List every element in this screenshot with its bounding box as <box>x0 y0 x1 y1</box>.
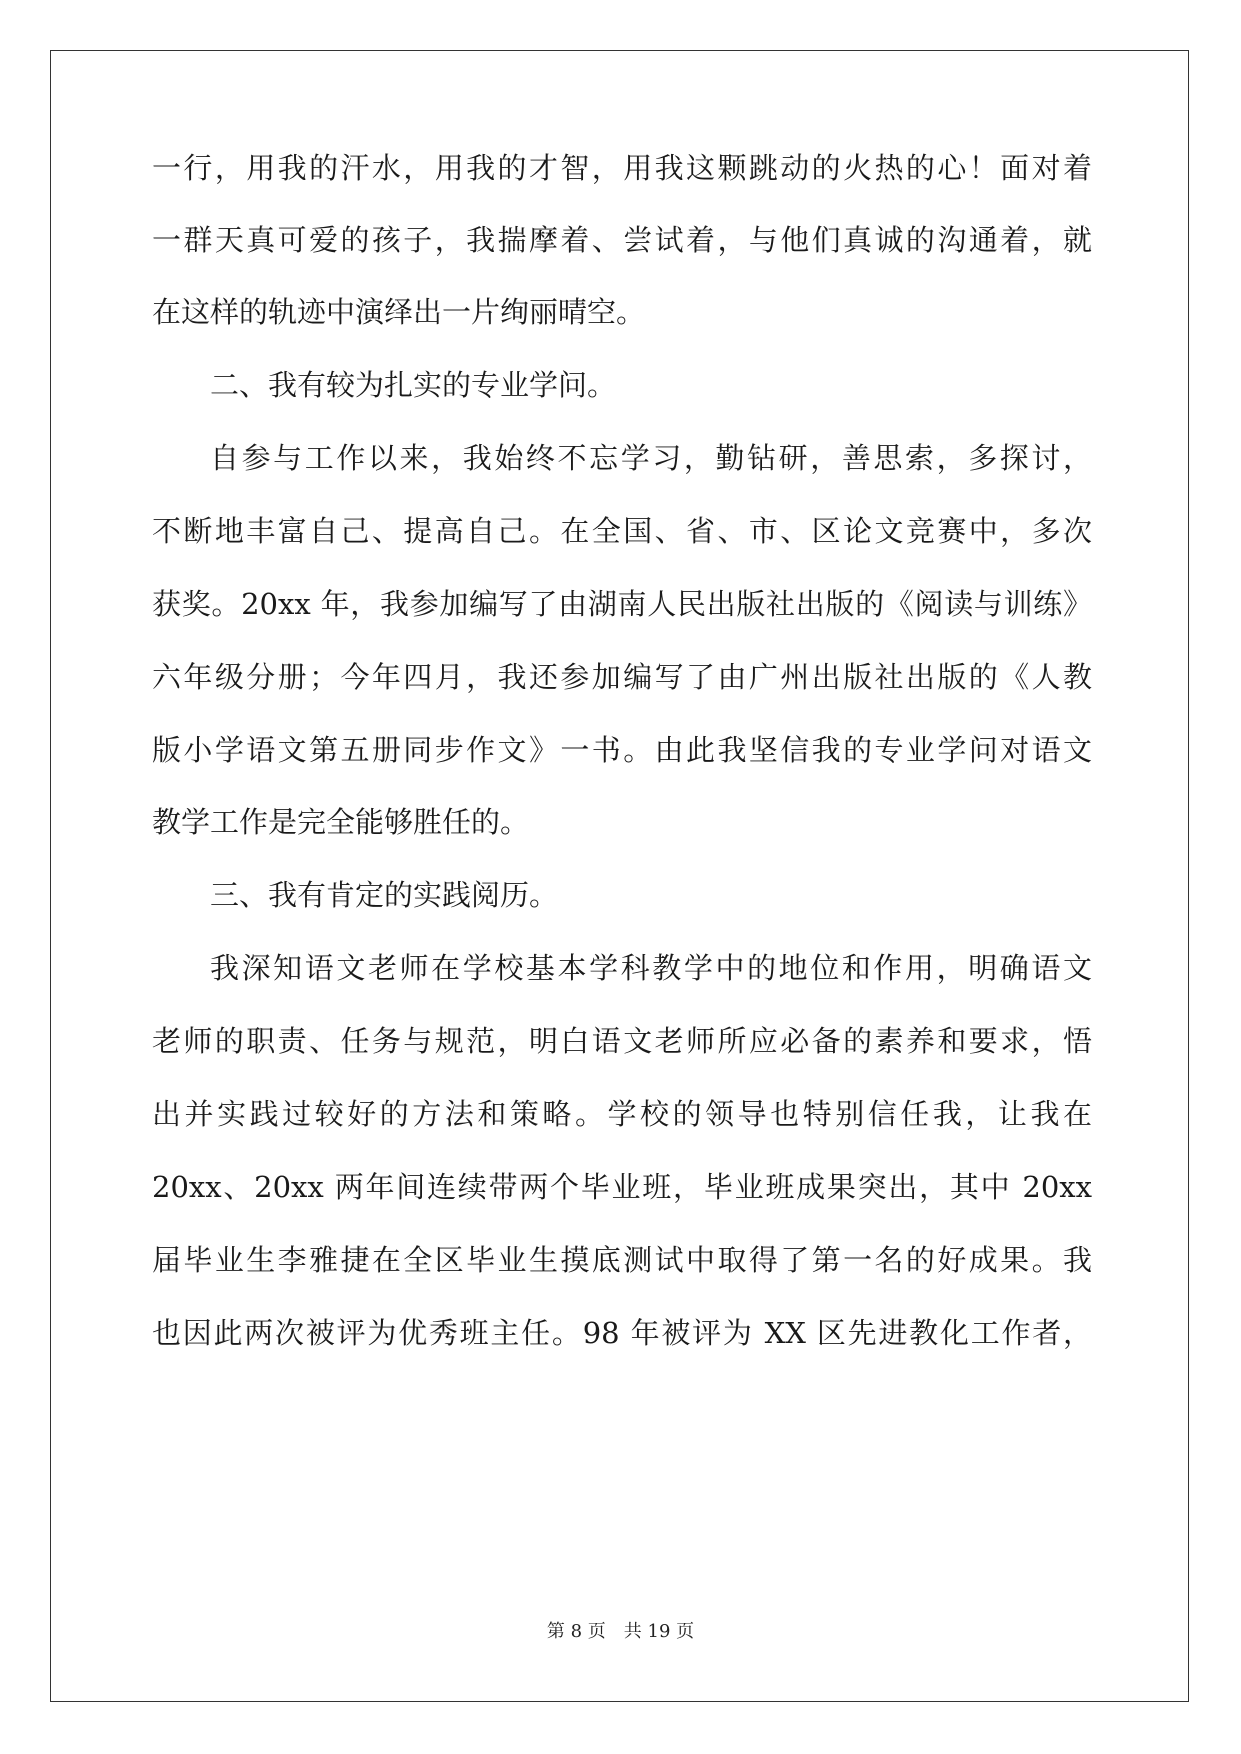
body-line-3: 在这样的轨迹中演绎出一片绚丽晴空。 <box>152 295 646 329</box>
section-heading-3: 三、我有肯定的实践阅历。 <box>210 878 559 912</box>
section-heading-2: 二、我有较为扎实的专业学问。 <box>210 368 617 402</box>
body-line-9: 版小学语文第五册同步作文》一书。由此我坚信我的专业学问对语文 <box>152 733 1092 767</box>
body-line-6: 不断地丰富自己、提高自己。在全国、省、市、区论文竞赛中，多次 <box>152 514 1092 548</box>
body-line-1: 一行，用我的汗水，用我的才智，用我这颗跳动的火热的心！面对着 <box>152 151 1092 185</box>
body-line-15: 20xx、20xx 两年间连续带两个毕业班，毕业班成果突出，其中 20xx <box>152 1170 1092 1204</box>
body-line-13: 老师的职责、任务与规范，明白语文老师所应必备的素养和要求，悟 <box>152 1024 1092 1058</box>
body-line-5: 自参与工作以来，我始终不忘学习，勤钻研，善思索，多探讨， <box>210 441 1092 475</box>
page-number-footer: 第 8 页 共 19 页 <box>546 1621 695 1642</box>
body-line-2: 一群天真可爱的孩子，我揣摩着、尝试着，与他们真诚的沟通着，就 <box>152 223 1092 257</box>
body-line-10: 教学工作是完全能够胜任的。 <box>152 805 530 839</box>
body-line-8: 六年级分册；今年四月，我还参加编写了由广州出版社出版的《人教 <box>152 660 1092 694</box>
body-line-12: 我深知语文老师在学校基本学科教学中的地位和作用，明确语文 <box>210 951 1092 985</box>
body-line-14: 出并实践过较好的方法和策略。学校的领导也特别信任我，让我在 <box>152 1097 1092 1131</box>
body-line-16: 届毕业生李雅捷在全区毕业生摸底测试中取得了第一名的好成果。我 <box>152 1243 1092 1277</box>
body-line-17: 也因此两次被评为优秀班主任。98 年被评为 XX 区先进教化工作者， <box>152 1316 1092 1350</box>
body-line-7: 获奖。20xx 年，我参加编写了由湖南人民出版社出版的《阅读与训练》 <box>152 587 1092 621</box>
